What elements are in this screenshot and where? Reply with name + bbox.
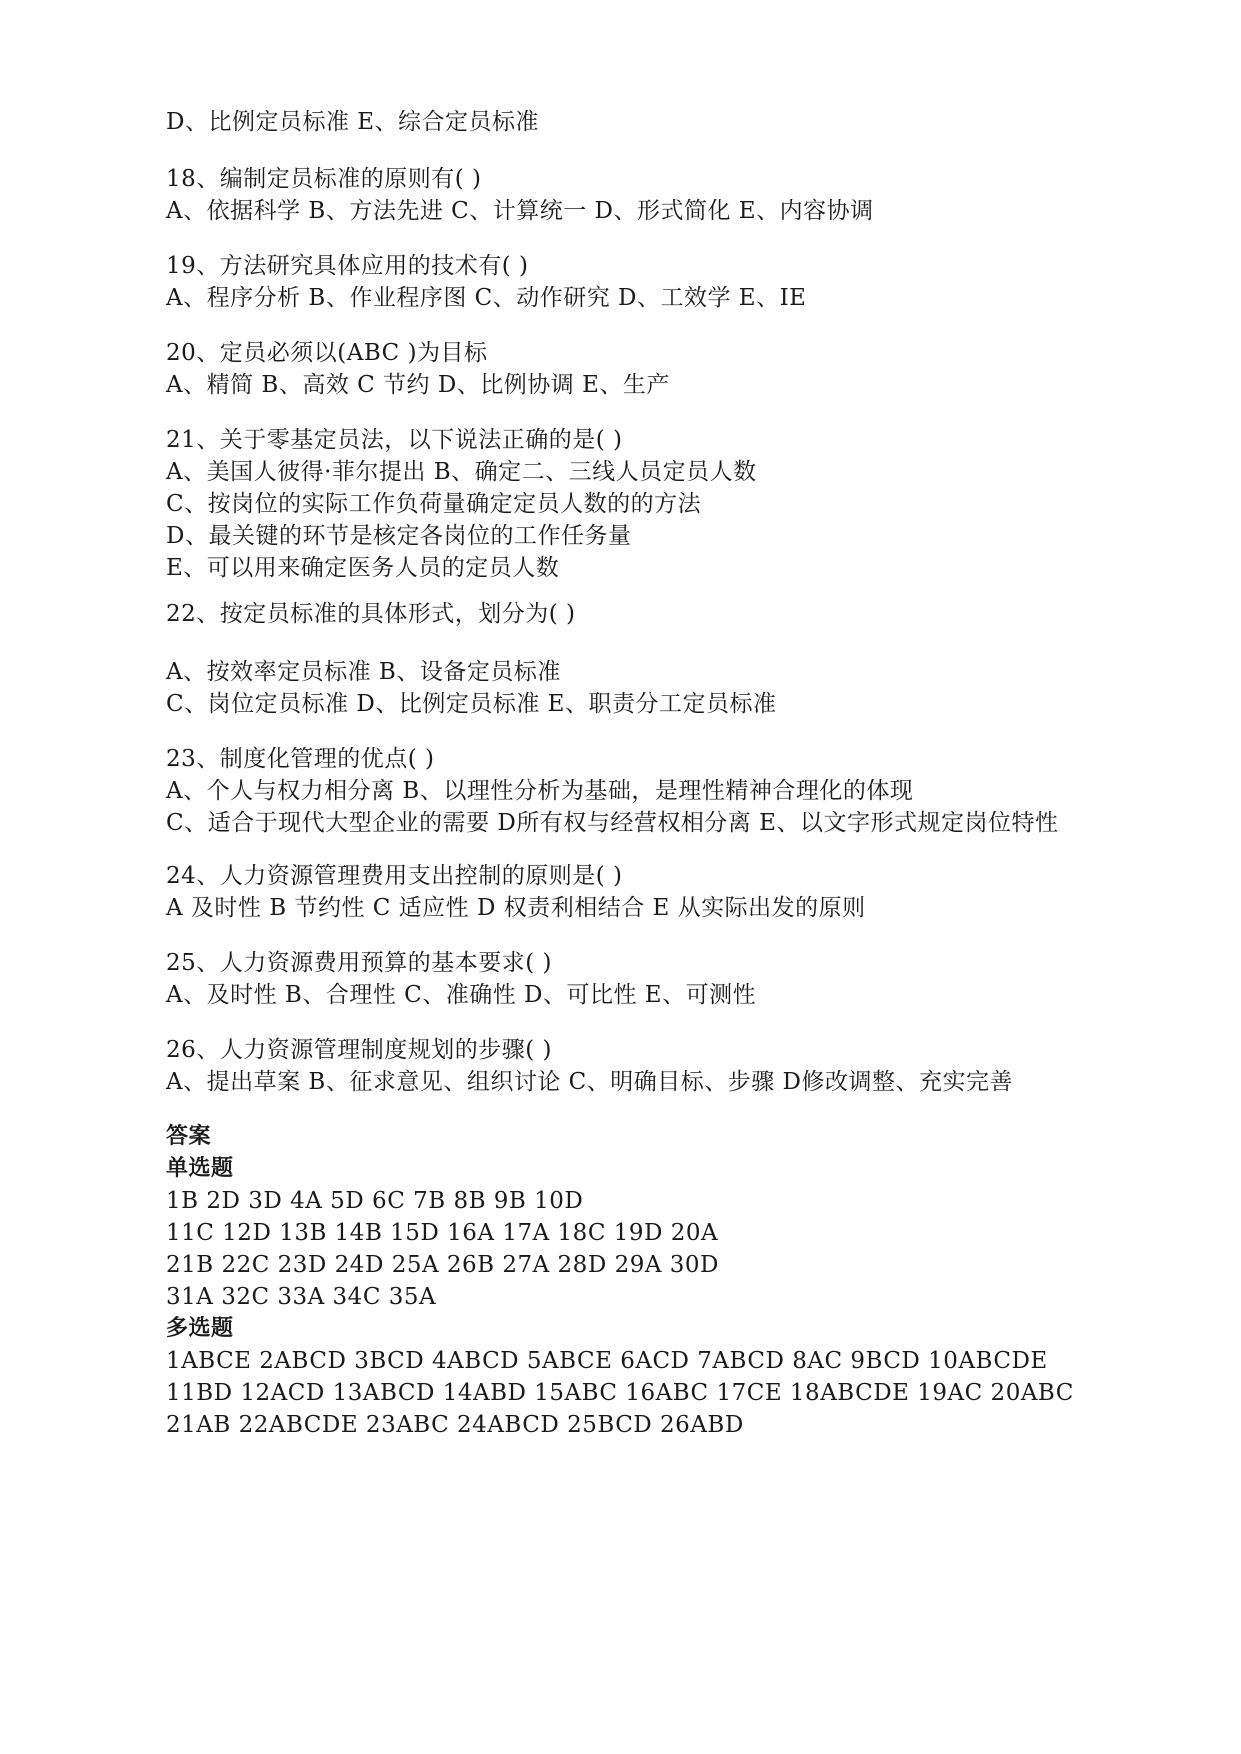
question-stem: 22、按定员标准的具体形式，划分为( ) bbox=[166, 601, 576, 627]
question-stem: 25、人力资源费用预算的基本要求( ) bbox=[166, 950, 553, 976]
question-18 bbox=[166, 163, 1206, 227]
question-stem: 19、方法研究具体应用的技术有( ) bbox=[166, 253, 529, 279]
answer-line: 31A 32C 33A 34C 35A bbox=[166, 1284, 437, 1310]
question-stem: 24、人力资源管理费用支出控制的原则是( ) bbox=[166, 863, 623, 889]
answer-line: 11BD 12ACD 13ABCD 14ABD 15ABC 16ABC 17CE 18ABCDE 19AC 20ABC bbox=[166, 1380, 1074, 1406]
option-line: C、岗位定员标准 D、比例定员标准 E、职责分工定员标准 bbox=[166, 691, 777, 717]
question-22-options bbox=[166, 656, 1206, 720]
question-20 bbox=[166, 337, 1206, 401]
question-stem: 21、关于零基定员法，以下说法正确的是( ) bbox=[166, 427, 623, 453]
option-line: A 及时性 B 节约性 C 适应性 D 权责利相结合 E 从实际出发的原则 bbox=[166, 895, 866, 921]
option-line: C、适合于现代大型企业的需要 D所有权与经营权相分离 E、以文字形式规定岗位特性 bbox=[166, 810, 1059, 836]
answer-line: 21AB 22ABCDE 23ABC 24ABCD 25BCD 26ABD bbox=[166, 1412, 744, 1438]
option-line: E、可以用来确定医务人员的定员人数 bbox=[166, 555, 560, 581]
answers-section bbox=[166, 1121, 1206, 1441]
option-line: C、按岗位的实际工作负荷量确定定员人数的的方法 bbox=[166, 491, 702, 517]
option-line: D、比例定员标准 E、综合定员标准 bbox=[166, 109, 540, 135]
answer-line: 1B 2D 3D 4A 5D 6C 7B 8B 9B 10D bbox=[166, 1188, 584, 1214]
question-23 bbox=[166, 743, 1206, 839]
question-19 bbox=[166, 250, 1206, 314]
answers-title: 答案 bbox=[166, 1124, 212, 1149]
option-line: A、精简 B、高效 C 节约 D、比例协调 E、生产 bbox=[166, 372, 670, 398]
question-22 bbox=[166, 598, 1206, 630]
question-stem: 20、定员必须以(ABC )为目标 bbox=[166, 340, 488, 366]
option-line: A、提出草案 B、征求意见、组织讨论 C、明确目标、步骤 D修改调整、充实完善 bbox=[166, 1069, 1013, 1095]
question-26 bbox=[166, 1034, 1206, 1098]
option-line: A、按效率定员标准 B、设备定员标准 bbox=[166, 659, 561, 685]
question-stem: 26、人力资源管理制度规划的步骤( ) bbox=[166, 1037, 553, 1063]
question-stem: 18、编制定员标准的原则有( ) bbox=[166, 166, 482, 192]
single-choice-title: 单选题 bbox=[166, 1156, 234, 1181]
option-line: A、个人与权力相分离 B、以理性分析为基础，是理性精神合理化的体现 bbox=[166, 778, 914, 804]
option-line: D、最关键的环节是核定各岗位的工作任务量 bbox=[166, 523, 632, 549]
option-line: A、及时性 B、合理性 C、准确性 D、可比性 E、可测性 bbox=[166, 982, 757, 1008]
option-line: A、美国人彼得·菲尔提出 B、确定二、三线人员定员人数 bbox=[166, 459, 757, 485]
question-21 bbox=[166, 424, 1206, 584]
continuation-options bbox=[166, 106, 1206, 138]
question-24 bbox=[166, 860, 1206, 924]
question-25 bbox=[166, 947, 1206, 1011]
answer-line: 11C 12D 13B 14B 15D 16A 17A 18C 19D 20A bbox=[166, 1220, 719, 1246]
answer-line: 1ABCE 2ABCD 3BCD 4ABCD 5ABCE 6ACD 7ABCD 8AC 9BCD 10ABCDE bbox=[166, 1348, 1048, 1374]
answer-line: 21B 22C 23D 24D 25A 26B 27A 28D 29A 30D bbox=[166, 1252, 719, 1278]
question-stem: 23、制度化管理的优点( ) bbox=[166, 746, 435, 772]
option-line: A、依据科学 B、方法先进 C、计算统一 D、形式简化 E、内容协调 bbox=[166, 198, 874, 224]
option-line: A、程序分析 B、作业程序图 C、动作研究 D、工效学 E、IE bbox=[166, 285, 807, 311]
multi-choice-title: 多选题 bbox=[166, 1316, 234, 1341]
